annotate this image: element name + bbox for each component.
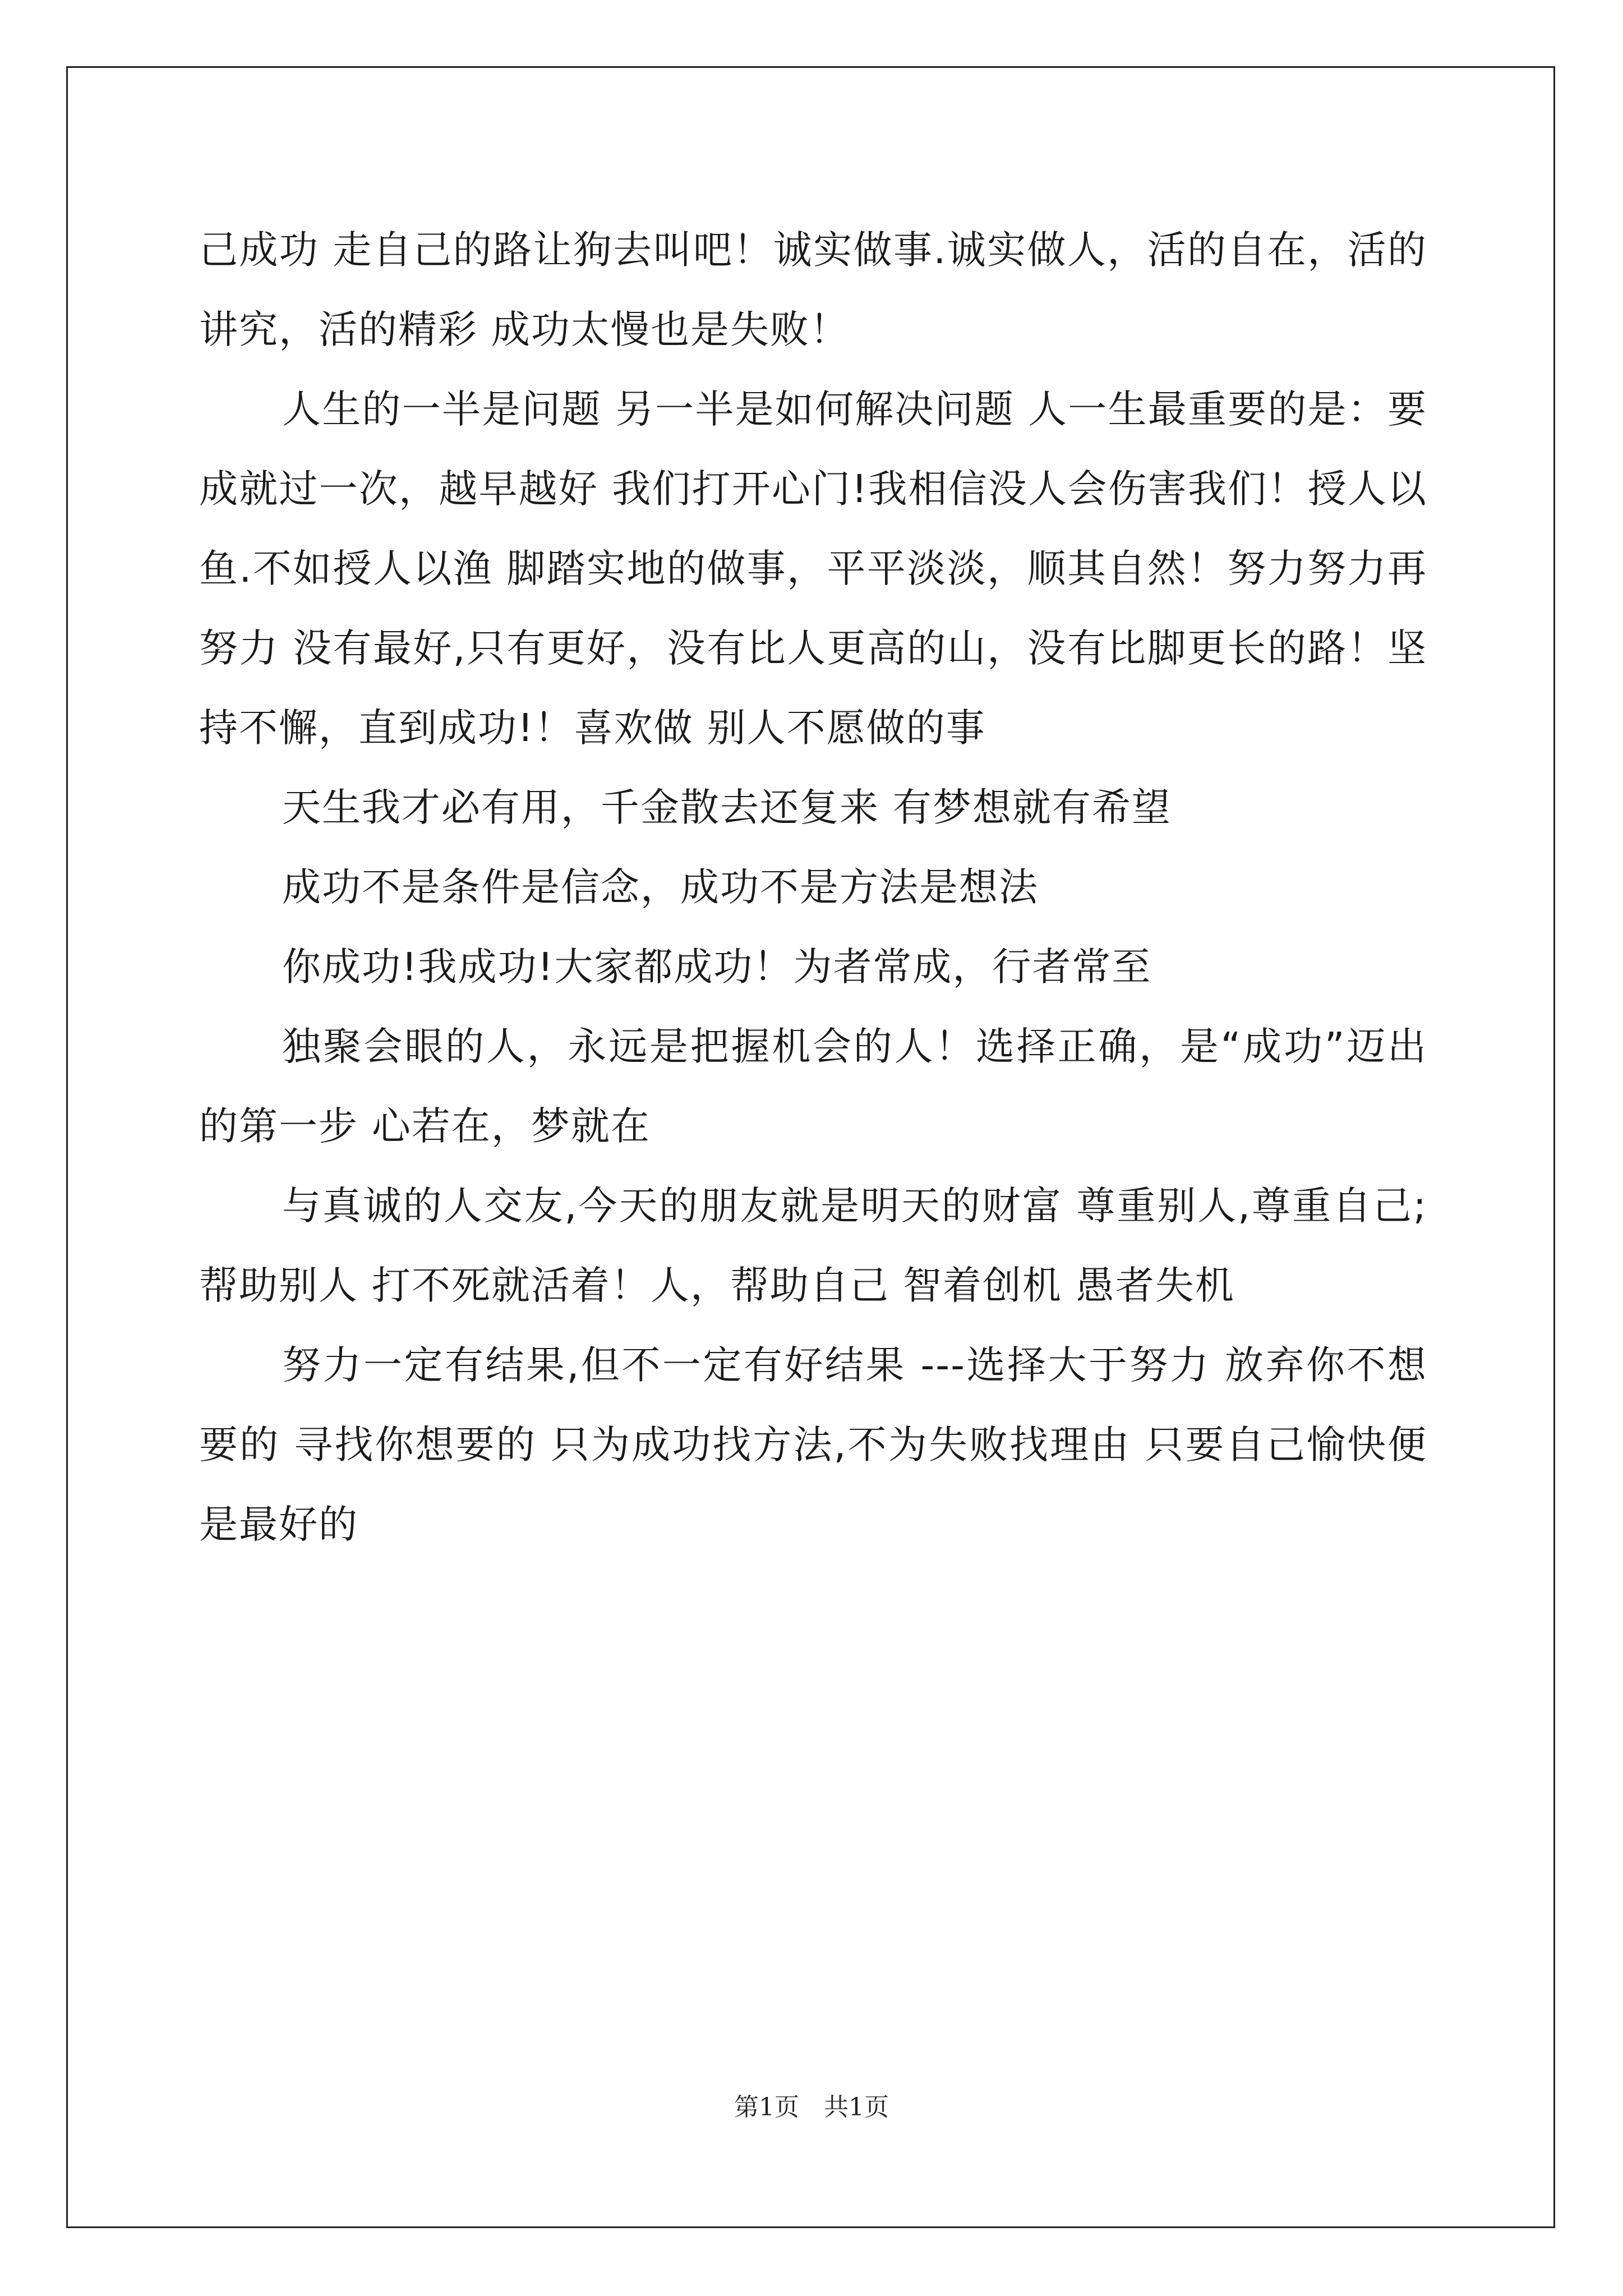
paragraph: 成功不是条件是信念，成功不是方法是想法 [282, 865, 1039, 910]
document-body [199, 210, 1427, 1565]
paragraph: 人生的一半是问题 另一半是如何解决问题 人一生最重要的是：要成就过一次，越早越好 我们打开心门!我相信没人会伤害我们！授人以鱼.不如授人以渔 脚踏实地的做事，平平淡淡，顺其自然！努力努力再努力 没有最好,只有更好，没有比人更高的山，没有比脚更长的路！坚持不懈，直到成功!！喜欢做 别人不愿做的事 [199, 387, 1427, 751]
paragraph: 独聚会眼的人，永远是把握机会的人！选择正确，是“成功”迈出的第一步 心若在，梦就在 [199, 1024, 1427, 1149]
paragraph: 你成功!我成功!大家都成功！为者常成，行者常至 [282, 945, 1152, 990]
page-number-footer: 第1页 共1页 [734, 2093, 889, 2122]
paragraph: 与真诚的人交友,今天的朋友就是明天的财富 尊重别人,尊重自己;帮助别人 打不死就活着！人，帮助自己 智着创机 愚者失机 [199, 1184, 1427, 1308]
paragraph: 己成功 走自己的路让狗去叫吧！诚实做事.诚实做人，活的自在，活的讲究，活的精彩 成功太慢也是失败！ [199, 228, 1427, 352]
paragraph: 天生我才必有用，千金散去还复来 有梦想就有希望 [282, 785, 1172, 830]
paragraph: 努力一定有结果,但不一定有好结果 ---选择大于努力 放弃你不想要的 寻找你想要的 只为成功找方法,不为失败找理由 只要自己愉快便是最好的 [199, 1343, 1427, 1547]
